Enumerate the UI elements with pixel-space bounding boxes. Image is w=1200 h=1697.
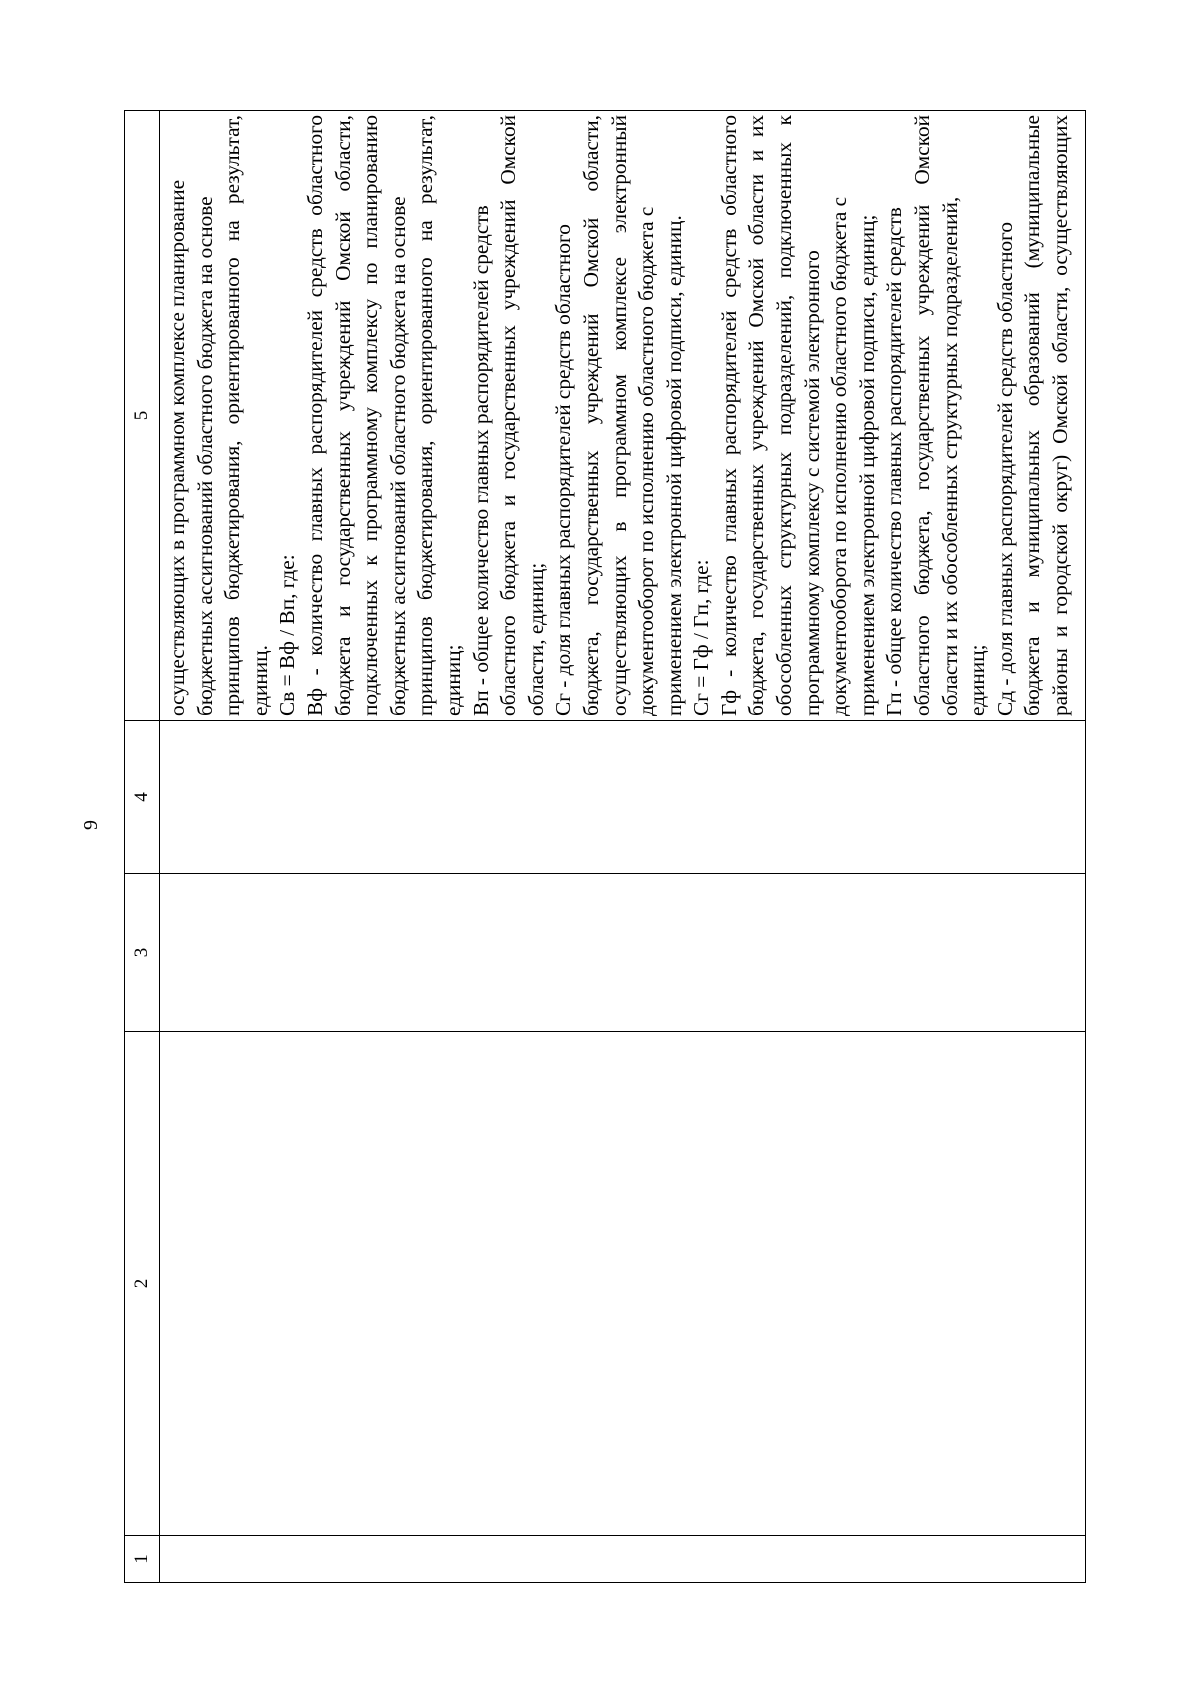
text-line: применением электронной цифровой подписи, единиц;: [854, 214, 879, 716]
text-line: Вп - общее количество главных распорядителей средств: [468, 205, 493, 716]
text-line: бюджета и муниципальных образований (муниципальные: [1020, 115, 1045, 716]
text-line: области, единиц;: [523, 562, 548, 716]
text-line: бюджетных ассигнований областного бюджета на основе: [192, 196, 217, 716]
cell-col-1: [160, 1536, 1086, 1583]
rotated-page-content: [124, 111, 1086, 1583]
text-line: единиц;: [965, 644, 990, 716]
text-line: принципов бюджетирования, ориентированного на результат,: [220, 115, 245, 716]
indicator-table: [124, 110, 1086, 1583]
column-header-3: 3: [125, 874, 160, 1032]
text-line: единиц;: [440, 644, 465, 716]
text-line: районы и городской округ) Омской области, осуществляющих: [1048, 115, 1072, 716]
page-number: 9: [80, 820, 102, 830]
text-line: применением электронной цифровой подписи, единиц.: [661, 215, 686, 716]
text-line: единиц.: [247, 645, 272, 716]
text-line: Сг = Гф / Гп, где:: [689, 559, 714, 716]
text-line: обособленных структурных подразделений, подключенных к: [772, 115, 797, 716]
cell-col-2: [160, 1032, 1086, 1536]
text-line: Гп - общее количество главных распорядителей средств: [882, 207, 907, 716]
text-line: программному комплексу с системой электронного: [799, 250, 824, 716]
column-header-5: 5: [125, 111, 160, 721]
text-line: областного бюджета и государственных учреждений Омской: [496, 115, 521, 716]
text-line: бюджета, государственных учреждений Омской области,: [578, 115, 603, 716]
table-header-row: [125, 111, 160, 1583]
column-header-2: 2: [125, 1032, 160, 1536]
text-line: Сг - доля главных распорядителей средств областного: [551, 224, 576, 716]
text-line: Сд - доля главных распорядителей средств областного: [992, 222, 1017, 716]
text-line: Св = Вф / Вп, где:: [275, 554, 300, 716]
text-line: бюджета и государственных учреждений Омской области,: [330, 115, 355, 716]
cell-col-4: [160, 721, 1086, 874]
text-line: Вф - количество главных распорядителей средств областного: [302, 115, 327, 716]
column-header-1: 1: [125, 1536, 160, 1583]
cell-col-3: [160, 874, 1086, 1032]
text-line: документооборота по исполнению областного бюджета с: [827, 196, 852, 716]
text-line: осуществляющих в программном комплексе электронный: [606, 115, 631, 716]
text-line: области и их обособленных структурных подразделений,: [937, 196, 962, 716]
text-line: Гф - количество главных распорядителей средств областного: [716, 115, 741, 716]
text-line: бюджетных ассигнований областного бюджета на основе: [385, 196, 410, 716]
text-line: осуществляющих в программном комплексе планирование: [165, 179, 189, 716]
text-line: областного бюджета, государственных учреждений Омской: [910, 115, 935, 716]
table-row: [160, 111, 1086, 1583]
column-header-4: 4: [125, 721, 160, 874]
cell-col-5-formula-text: [160, 111, 1086, 721]
text-line: подключенных к программному комплексу по планированию: [358, 115, 383, 716]
text-line: документооборот по исполнению областного бюджета с: [634, 206, 659, 716]
text-line: бюджета, государственных учреждений Омской области и их: [744, 115, 769, 716]
text-line: принципов бюджетирования, ориентированного на результат,: [413, 115, 438, 716]
